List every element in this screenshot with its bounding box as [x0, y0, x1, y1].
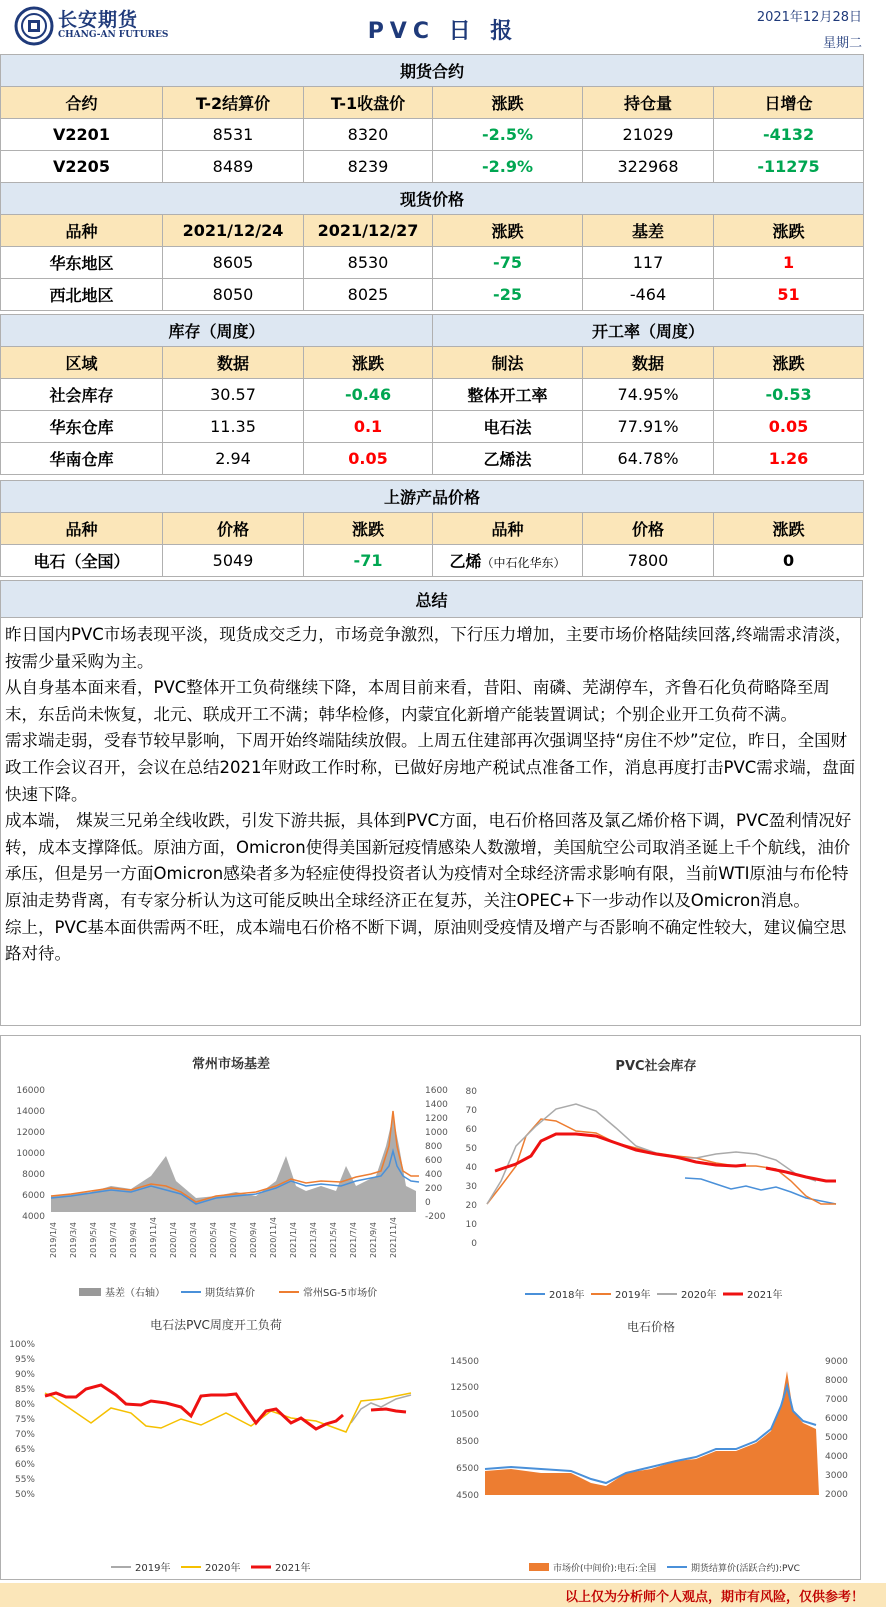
carbide-spot-area — [485, 1371, 819, 1495]
col-header: T-2结算价 — [163, 87, 304, 119]
change-cell: -2.5% — [433, 119, 583, 151]
inventory-2021-line — [766, 1168, 836, 1181]
x-tick: 2021/1/4 — [289, 1222, 298, 1258]
carbide-price-chart — [441, 1311, 861, 1579]
change-cell: -0.53 — [714, 379, 864, 411]
x-tick: 2020/3/4 — [189, 1222, 198, 1258]
y-tick: 60% — [14, 1460, 35, 1470]
col-header: 日增仓 — [714, 87, 864, 119]
legend-label: 2019年 — [135, 1563, 171, 1574]
y-tick: 60 — [465, 1125, 477, 1135]
table-cell: 11.35 — [163, 411, 304, 443]
y2-tick: 1600 — [425, 1086, 448, 1096]
operating-2020-line — [45, 1393, 411, 1432]
col-header: 品种 — [433, 513, 583, 545]
legend-label: 市场价(中间价):电石:全国 — [553, 1564, 657, 1574]
x-axis-labels — [49, 1217, 398, 1258]
change-cell: 0 — [714, 545, 864, 577]
contract-name: V2201 — [1, 119, 163, 151]
y2-tick: 600 — [425, 1156, 443, 1166]
col-header: 涨跌 — [714, 513, 864, 545]
y2-tick: -200 — [425, 1212, 446, 1222]
col-header: 2021/12/24 — [163, 215, 304, 247]
table-cell: 117 — [583, 247, 714, 279]
product-name-note: （中石化华东） — [481, 556, 566, 570]
table-cell: 21029 — [583, 119, 714, 151]
col-header: 基差 — [583, 215, 714, 247]
col-header: 涨跌 — [433, 215, 583, 247]
x-tick: 2019/1/4 — [49, 1222, 58, 1258]
inventory-operating-table — [0, 314, 864, 475]
y2-tick: 200 — [425, 1184, 443, 1194]
y2-tick: 1200 — [425, 1114, 448, 1124]
table-cell: 77.91% — [583, 411, 714, 443]
basis-area — [51, 1116, 416, 1212]
table-cell: 7800 — [583, 545, 714, 577]
table-cell: 8605 — [163, 247, 304, 279]
x-tick: 2021/9/4 — [369, 1222, 378, 1258]
chart-title: 常州市场基差 — [191, 1057, 271, 1072]
y-tick: 95% — [14, 1355, 35, 1365]
legend-label: 2018年 — [549, 1290, 585, 1301]
futures-table — [0, 54, 864, 183]
x-tick: 2019/11/4 — [149, 1216, 158, 1258]
y-tick: 20 — [465, 1201, 477, 1211]
y-tick: 80% — [14, 1400, 35, 1410]
change-cell: -2.9% — [433, 151, 583, 183]
product-name — [433, 545, 583, 577]
table-row — [1, 279, 864, 311]
table-row — [1, 379, 864, 411]
y-tick: 12000 — [16, 1128, 45, 1138]
spot-table — [0, 182, 864, 311]
y2-tick: 400 — [425, 1170, 443, 1180]
col-header: T-1收盘价 — [304, 87, 433, 119]
y-tick: 12500 — [450, 1383, 479, 1393]
basis-chart — [1, 1036, 448, 1306]
summary-text — [0, 618, 861, 1026]
change-cell: 1.26 — [714, 443, 864, 475]
disclaimer-text: 以上仅为分析师个人观点，期市有风险，仅供参考！ — [564, 1590, 864, 1605]
y2-tick: 9000 — [825, 1357, 848, 1367]
table-cell: 8489 — [163, 151, 304, 183]
y-tick: 14000 — [16, 1107, 45, 1117]
table-row — [1, 247, 864, 279]
table-cell: 8025 — [304, 279, 433, 311]
summary-section-title: 总结 — [1, 581, 863, 618]
spot-section-title: 现货价格 — [1, 183, 864, 215]
region-name: 华东地区 — [1, 247, 163, 279]
col-header: 制法 — [433, 347, 583, 379]
col-header: 涨跌 — [714, 215, 864, 247]
legend-label: 常州SG-5市场价 — [303, 1288, 378, 1299]
y-tick: 8500 — [456, 1437, 479, 1447]
table-cell: 8320 — [304, 119, 433, 151]
table-row — [1, 443, 864, 475]
summary-paragraph: 需求端走弱，受春节较早影响，下周开始终端陆续放假。上周五住建部再次强调坚持“房住不炒”定位，昨日，全国财政工作会议召开，会议在总结2021年财政工作时称，已做好房地产税试点准备工作，消息再度打击PVC需求端，盘面快速下降。 — [5, 731, 856, 804]
y-tick: 10500 — [450, 1410, 479, 1420]
product-name-main: 乙烯 — [449, 552, 482, 571]
col-header: 品种 — [1, 215, 163, 247]
inventory-label: 华南仓库 — [1, 443, 163, 475]
table-cell: 8530 — [304, 247, 433, 279]
social-inventory-chart — [441, 1036, 861, 1306]
y-tick: 10000 — [16, 1149, 45, 1159]
col-header: 品种 — [1, 513, 163, 545]
y-tick: 50 — [465, 1144, 477, 1154]
col-header: 持仓量 — [583, 87, 714, 119]
table-cell: 30.57 — [163, 379, 304, 411]
y-tick: 30 — [465, 1182, 477, 1192]
y-tick: 4000 — [22, 1212, 45, 1222]
legend-swatch — [79, 1288, 101, 1296]
y2-tick: 800 — [425, 1142, 443, 1152]
operating-2021-line — [371, 1409, 406, 1412]
legend-label: 期货结算价 — [205, 1288, 255, 1299]
change-cell: -11275 — [714, 151, 864, 183]
col-header: 涨跌 — [304, 513, 433, 545]
table-row — [1, 411, 864, 443]
operating-label: 电石法 — [433, 411, 583, 443]
summary-paragraph: 综上，PVC基本面供需两不旺，成本端电石价格不断下调，原油则受疫情及增产与否影响不确定性较大，建议偏空思路对待。 — [5, 917, 847, 964]
col-header: 数据 — [583, 347, 714, 379]
table-cell: 8239 — [304, 151, 433, 183]
charts-panel — [0, 1035, 861, 1580]
y2-tick: 1400 — [425, 1100, 448, 1110]
col-header: 区域 — [1, 347, 163, 379]
legend-label: 2021年 — [747, 1290, 783, 1301]
product-name: 电石（全国） — [1, 545, 163, 577]
table-row — [1, 119, 864, 151]
col-header: 数据 — [163, 347, 304, 379]
report-title: PVC 日 报 — [367, 19, 519, 44]
y-tick: 70% — [14, 1430, 35, 1440]
chart-title: 电石价格 — [626, 1320, 676, 1334]
y-tick: 6000 — [22, 1191, 45, 1201]
table-cell: 74.95% — [583, 379, 714, 411]
y-tick: 55% — [14, 1475, 35, 1485]
chart-title: PVC社会库存 — [615, 1059, 697, 1074]
change-cell: 0.1 — [304, 411, 433, 443]
x-tick: 2020/11/4 — [269, 1216, 278, 1258]
upstream-section-title: 上游产品价格 — [1, 481, 864, 513]
y-tick: 50% — [14, 1490, 35, 1500]
col-header: 价格 — [583, 513, 714, 545]
y-tick: 75% — [14, 1415, 35, 1425]
y-tick: 80 — [465, 1087, 477, 1097]
y-tick: 40 — [465, 1163, 477, 1173]
change-cell: -25 — [433, 279, 583, 311]
x-tick: 2021/11/4 — [389, 1216, 398, 1258]
change-cell: -4132 — [714, 119, 864, 151]
y-tick: 14500 — [450, 1357, 479, 1367]
operating-label: 整体开工率 — [433, 379, 583, 411]
report-weekday: 星期二 — [822, 36, 862, 51]
x-tick: 2020/9/4 — [249, 1222, 258, 1258]
operating-rate-chart — [1, 1311, 431, 1579]
y-tick: 6500 — [456, 1464, 479, 1474]
table-cell: 8050 — [163, 279, 304, 311]
col-header: 2021/12/27 — [304, 215, 433, 247]
col-header: 价格 — [163, 513, 304, 545]
x-tick: 2019/5/4 — [89, 1222, 98, 1258]
y2-tick: 7000 — [825, 1395, 848, 1405]
y2-tick: 5000 — [825, 1433, 848, 1443]
y-tick: 0 — [471, 1239, 477, 1249]
legend-label: 2019年 — [615, 1290, 651, 1301]
inventory-section-title: 库存（周度） — [1, 315, 433, 347]
y2-tick: 0 — [425, 1198, 431, 1208]
col-header: 涨跌 — [433, 87, 583, 119]
y-tick: 100% — [9, 1340, 35, 1350]
table-cell: 2.94 — [163, 443, 304, 475]
table-cell: -464 — [583, 279, 714, 311]
summary-paragraph: 从自身基本面来看，PVC整体开工负荷继续下降，本周目前来看，昔阳、南磷、芜湖停车，齐鲁石化负荷略降至周末，东岳尚未恢复，北元、联成开工不满；韩华检修，内蒙宜化新增产能装置调试；个别企业开工负荷不满。 — [5, 678, 830, 724]
x-tick: 2021/7/4 — [349, 1222, 358, 1258]
inventory-2021-line — [495, 1134, 746, 1171]
x-tick: 2019/9/4 — [129, 1222, 138, 1258]
col-header: 涨跌 — [304, 347, 433, 379]
y-tick: 16000 — [16, 1086, 45, 1096]
table-cell: 8531 — [163, 119, 304, 151]
y2-tick: 3000 — [825, 1471, 848, 1481]
y-tick: 10 — [465, 1220, 477, 1230]
legend-label: 基差（右轴） — [105, 1288, 165, 1299]
summary-paragraph: 成本端， 煤炭三兄弟全线收跌，引发下游共振，具体到PVC方面，电石价格回落及氯乙烯价格下调，PVC盈利情况好转，成本支撑降低。原油方面，Omicron使得美国新冠疫情感染人数激增，美国航空公司取消圣诞上千个航线，油价承压，但是另一方面Omicron感染者多为轻症使得投资者认为疫情对全球经济需求影响有限，当前WTI原油与布伦特原油走势背离，有专家分析认为这可能反映出全球经济正在复苏，关注OPEC+下一步动作以及Omicron消息。 — [5, 811, 852, 910]
x-tick: 2020/1/4 — [169, 1222, 178, 1258]
inventory-label: 华东仓库 — [1, 411, 163, 443]
x-tick: 2021/5/4 — [329, 1222, 338, 1258]
col-header: 涨跌 — [714, 347, 864, 379]
x-tick: 2021/3/4 — [309, 1222, 318, 1258]
change-cell: -75 — [433, 247, 583, 279]
operating-section-title: 开工率（周度） — [433, 315, 864, 347]
brand-name-en: CHANG-AN FUTURES — [58, 30, 169, 40]
inventory-label: 社会库存 — [1, 379, 163, 411]
operating-label: 乙烯法 — [433, 443, 583, 475]
table-row — [1, 151, 864, 183]
report-date: 2021年12月28日 — [756, 10, 862, 25]
change-cell: 1 — [714, 247, 864, 279]
change-cell: 0.05 — [304, 443, 433, 475]
x-tick: 2020/5/4 — [209, 1222, 218, 1258]
y-tick: 85% — [14, 1385, 35, 1395]
y-tick: 70 — [465, 1106, 477, 1116]
table-row — [1, 545, 864, 577]
legend-swatch — [529, 1563, 549, 1571]
footer-disclaimer — [0, 1583, 886, 1607]
y-tick: 4500 — [456, 1491, 479, 1501]
y-tick: 90% — [14, 1370, 35, 1380]
legend-label: 2020年 — [205, 1563, 241, 1574]
col-header: 合约 — [1, 87, 163, 119]
x-tick: 2019/3/4 — [69, 1222, 78, 1258]
upstream-table — [0, 480, 864, 577]
contract-name: V2205 — [1, 151, 163, 183]
legend-label: 2021年 — [275, 1563, 311, 1574]
summary-header-table — [0, 580, 863, 618]
legend-label: 期货结算价(活跃合约):PVC — [691, 1564, 800, 1574]
y2-tick: 2000 — [825, 1490, 848, 1500]
summary-paragraph: 昨日国内PVC市场表现平淡，现货成交乏力，市场竞争激烈，下行压力增加，主要市场价格陆续回落,终端需求清淡，按需少量采购为主。 — [5, 625, 852, 671]
chart-title: 电石法PVC周度开工负荷 — [150, 1318, 282, 1332]
legend-label: 2020年 — [681, 1290, 717, 1301]
table-cell: 64.78% — [583, 443, 714, 475]
y-tick: 65% — [14, 1445, 35, 1455]
inventory-2019-line — [487, 1119, 836, 1204]
y2-tick: 4000 — [825, 1452, 848, 1462]
y2-tick: 8000 — [825, 1376, 848, 1386]
report-header — [0, 0, 886, 54]
change-cell: -0.46 — [304, 379, 433, 411]
change-cell: 0.05 — [714, 411, 864, 443]
x-tick: 2019/7/4 — [109, 1222, 118, 1258]
brand-name-cn: 长安期货 — [58, 9, 139, 31]
y2-tick: 6000 — [825, 1414, 848, 1424]
table-cell: 322968 — [583, 151, 714, 183]
change-cell: -71 — [304, 545, 433, 577]
futures-section-title: 期货合约 — [1, 55, 864, 87]
change-cell: 51 — [714, 279, 864, 311]
y-tick: 8000 — [22, 1170, 45, 1180]
table-cell: 5049 — [163, 545, 304, 577]
x-tick: 2020/7/4 — [229, 1222, 238, 1258]
y2-tick: 1000 — [425, 1128, 448, 1138]
region-name: 西北地区 — [1, 279, 163, 311]
